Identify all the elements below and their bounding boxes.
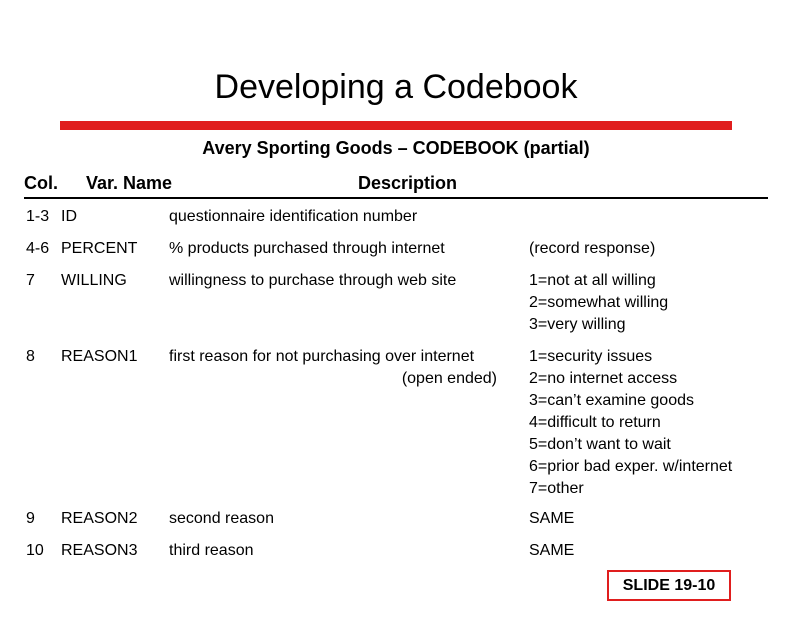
row-var-name: REASON3 — [61, 542, 138, 559]
code-item: 1=not at all willing — [529, 272, 656, 289]
title-underline-bar — [60, 121, 732, 130]
row-var-name: REASON2 — [61, 510, 138, 527]
code-item: 5=don’t want to wait — [529, 436, 671, 453]
slide-number-box — [607, 570, 731, 601]
code-item: 7=other — [529, 480, 584, 497]
code-item: 3=very willing — [529, 316, 626, 333]
col-header: Col. — [24, 173, 58, 193]
row-var-name: REASON1 — [61, 348, 138, 365]
row-description: willingness to purchase through web site — [169, 272, 457, 289]
row-description: second reason — [169, 510, 274, 527]
slide-number-label: SLIDE 19-10 — [622, 576, 716, 594]
row-description: first reason for not purchasing over internet — [169, 348, 475, 365]
row-code-list — [529, 346, 732, 500]
var-name-header: Var. Name — [86, 173, 173, 193]
row-col: 9 — [26, 510, 35, 527]
row-col: 10 — [26, 542, 44, 559]
row-code: SAME — [529, 542, 575, 559]
codebook-subtitle: Avery Sporting Goods – CODEBOOK (partial) — [202, 138, 590, 158]
row-col: 4-6 — [26, 240, 50, 257]
row-col: 1-3 — [26, 208, 50, 225]
row-col: 8 — [26, 348, 35, 365]
slide-title: Developing a Codebook — [214, 68, 578, 106]
row-description-note: (open ended) — [401, 370, 497, 387]
row-code: (record response) — [529, 240, 656, 257]
row-var-name: WILLING — [61, 272, 127, 289]
code-item: 3=can’t examine goods — [529, 392, 694, 409]
code-item: 2=no internet access — [529, 370, 678, 387]
header-rule — [24, 197, 768, 199]
row-var-name: PERCENT — [61, 240, 138, 257]
row-description: third reason — [169, 542, 254, 559]
row-code-list — [529, 270, 668, 336]
row-col: 7 — [26, 272, 35, 289]
code-item: 6=prior bad exper. w/internet — [529, 458, 733, 475]
row-code: SAME — [529, 510, 575, 527]
code-item: 2=somewhat willing — [529, 294, 669, 311]
code-item: 4=difficult to return — [529, 414, 661, 431]
row-description: % products purchased through internet — [169, 240, 445, 257]
code-item: 1=security issues — [529, 348, 653, 365]
row-var-name: ID — [61, 208, 77, 225]
description-header: Description — [358, 173, 458, 193]
row-description: questionnaire identification number — [169, 208, 418, 225]
